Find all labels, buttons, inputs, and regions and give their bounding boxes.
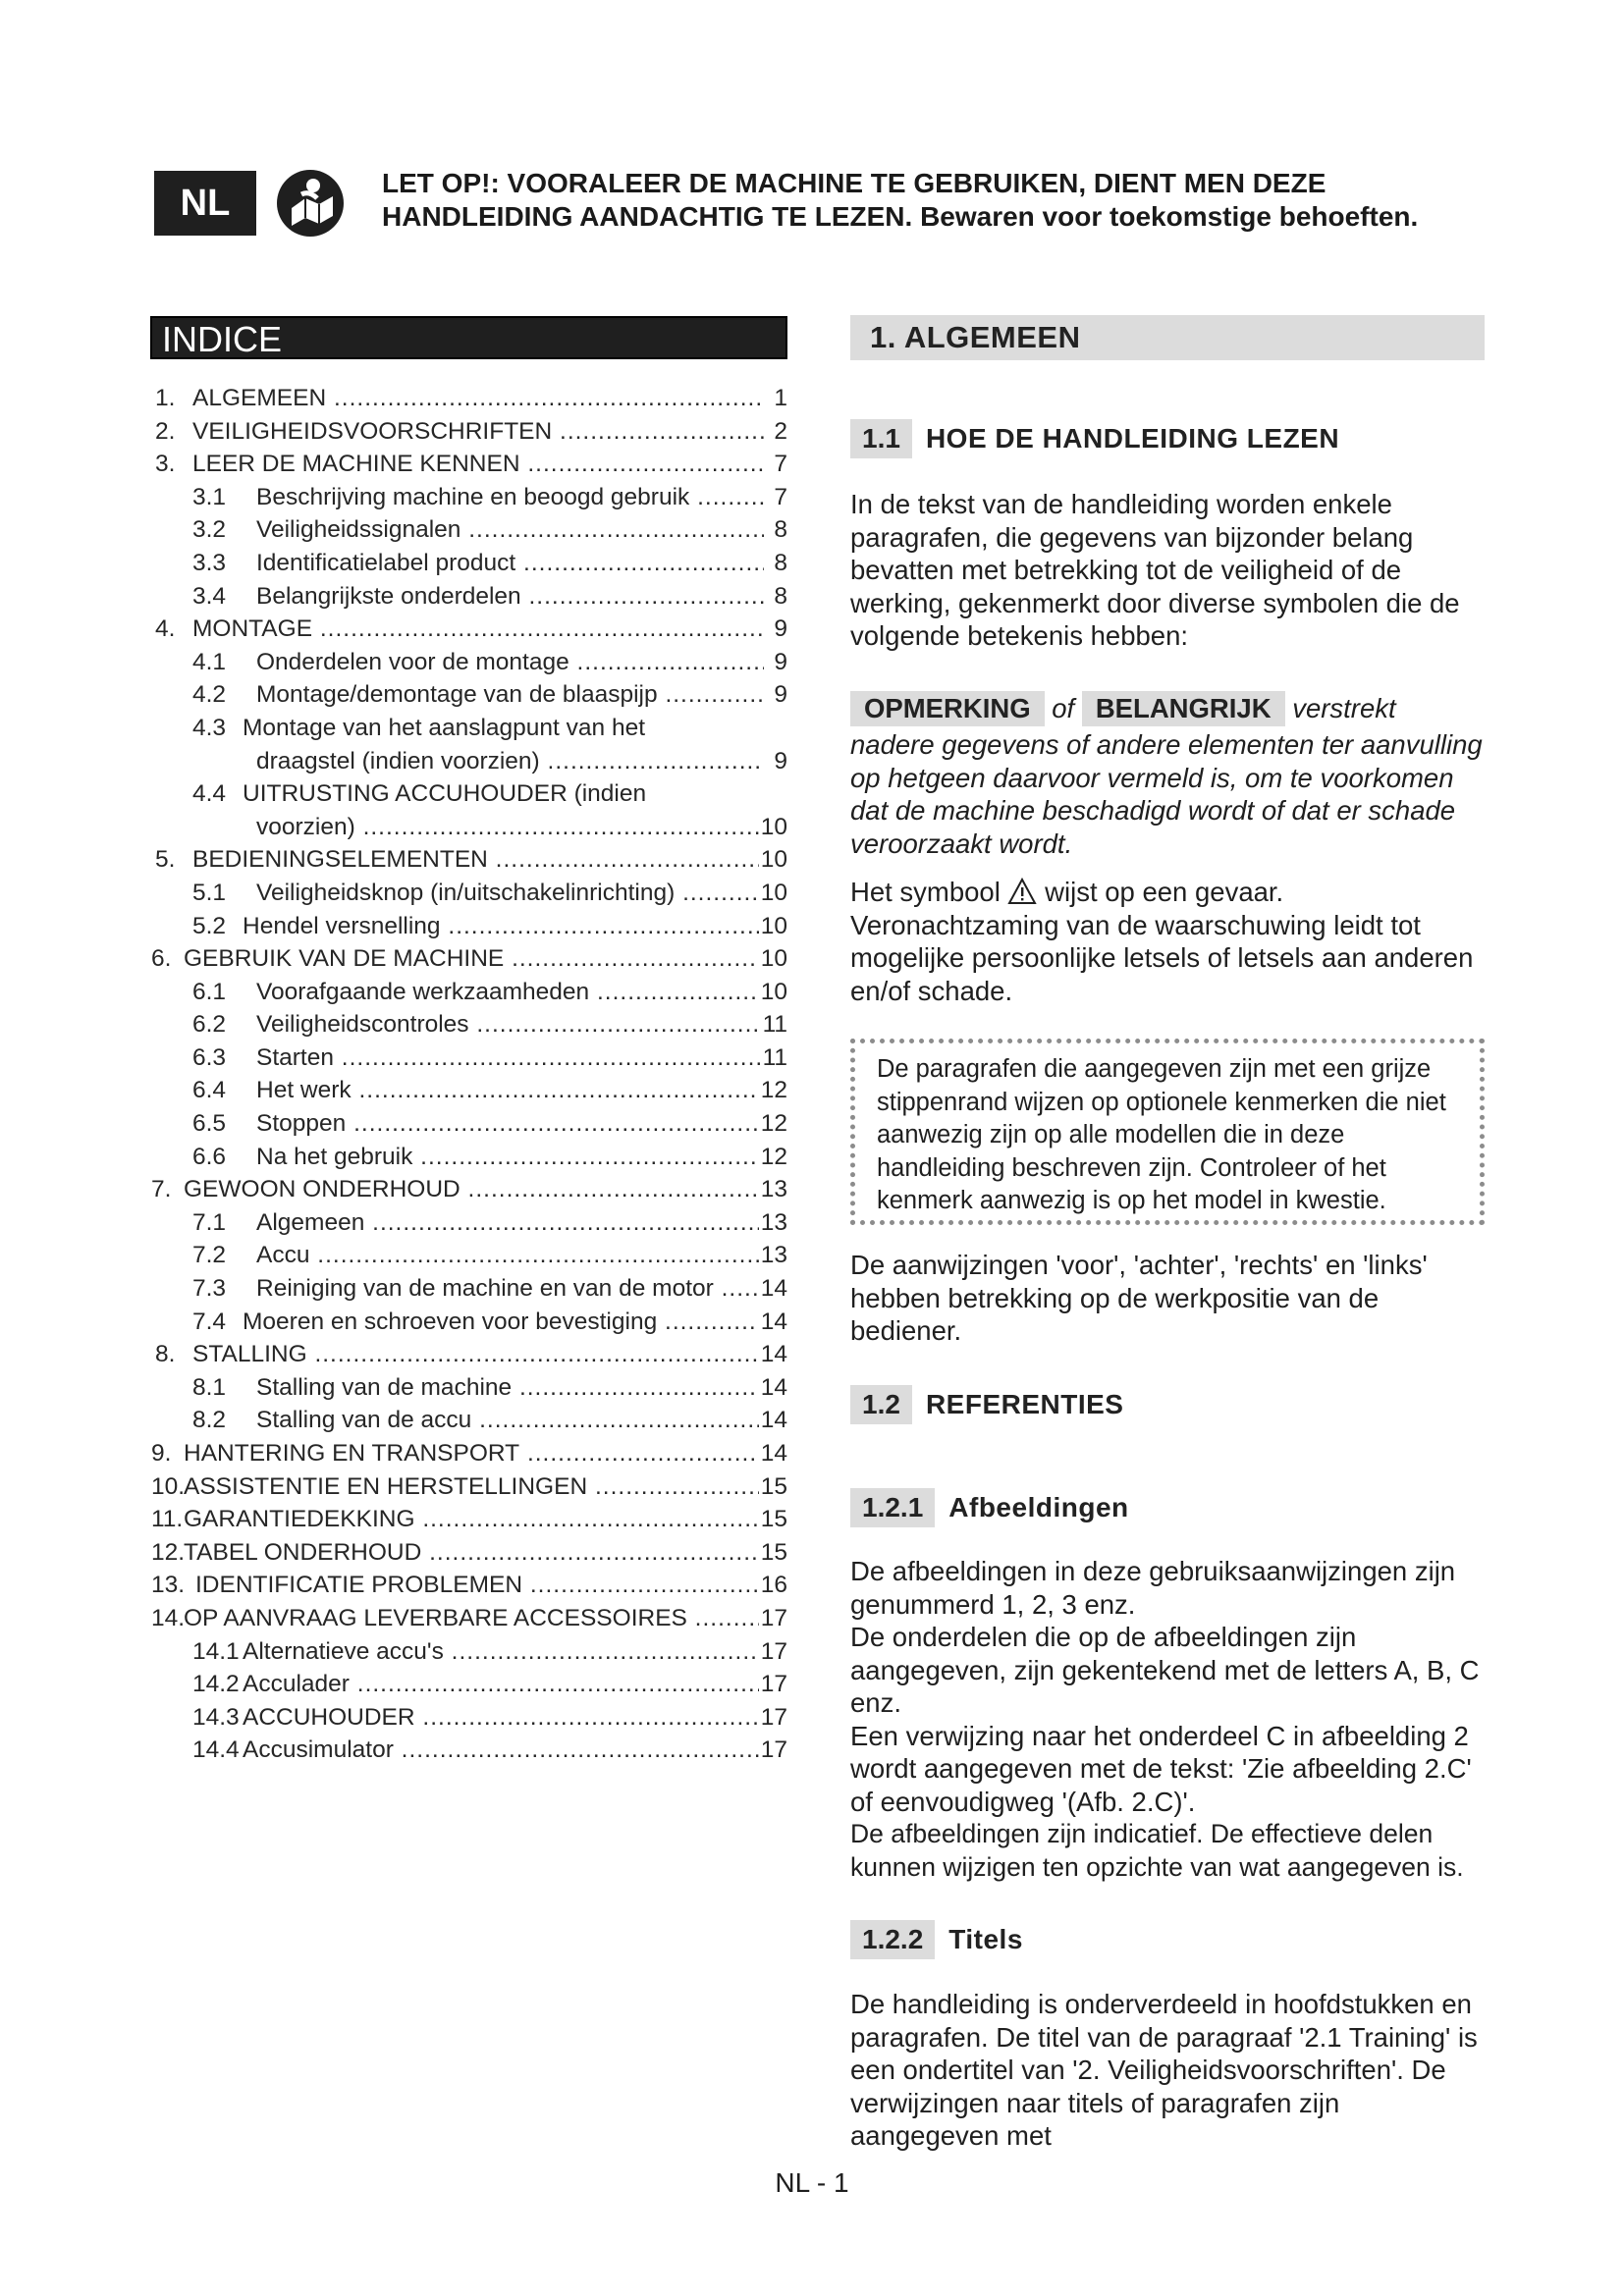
toc-entry-label: Identificatielabel product ..... <box>256 547 764 580</box>
toc-entry[interactable] <box>151 646 787 679</box>
warning-triangle-icon <box>1007 878 1037 905</box>
toc-entry-label: Accu ..... <box>256 1239 764 1272</box>
toc-entry-number: 14.1 <box>192 1637 240 1665</box>
toc-entry-number: 7.4 <box>192 1308 227 1335</box>
toc-entry-label: Acculader ..... <box>243 1668 764 1701</box>
toc-entry-label: Accusimulator ..... <box>243 1734 764 1767</box>
toc-entry-label: UITRUSTING ACCUHOUDER (indien <box>243 780 647 808</box>
toc-entry-page: 1 <box>772 382 787 415</box>
toc-entry-number: 3.4 <box>192 582 227 610</box>
toc-entry-page: 17 <box>759 1635 787 1669</box>
toc-entry-page: 17 <box>759 1668 787 1701</box>
toc-entry-number: 3.2 <box>192 516 227 544</box>
language-badge: NL <box>154 171 256 236</box>
toc-entry-number: 6.1 <box>192 978 227 1005</box>
toc-entry-page: 15 <box>759 1470 787 1504</box>
optional-features-box: De paragrafen die aangegeven zijn met een grijze stippenrand wijzen op optionele kenmerken die niet aanwezig zijn op alle modellen die in deze handleiding beschreven zijn. Controleer of het kenmerk aanwezig is op het model in kwestie. <box>850 1039 1485 1225</box>
toc-entry-label: GEWOON ONDERHOUD ..... <box>184 1173 764 1206</box>
toc-entry-page: 9 <box>772 646 787 679</box>
toc-entry-number: 7.1 <box>192 1208 227 1236</box>
subsection-1-2-2-text: De handleiding is onderverdeeld in hoofdstukken en paragrafen. De titel van de paragraaf '2.1 Training' is een ondertitel van '2. Veiligheidsvoorschriften'. De verwijzingen naar titels of paragrafen zijn aangegeven met <box>850 1989 1478 2151</box>
toc-entry-number: 9. <box>151 1440 172 1467</box>
toc-entry[interactable] <box>151 1470 787 1504</box>
toc-entry-label: draagstel (indien voorzien) ..... <box>256 745 764 778</box>
toc-entry-page: 15 <box>759 1503 787 1536</box>
toc-entry-label: Alternatieve accu's ..... <box>243 1635 764 1669</box>
toc-entry[interactable] <box>151 1635 787 1669</box>
toc-entry[interactable] <box>151 1602 787 1635</box>
toc-entry-label: GEBRUIK VAN DE MACHINE ..... <box>184 942 764 976</box>
toc-entry-label: Stalling van de machine ..... <box>256 1371 764 1405</box>
toc-entry[interactable] <box>151 547 787 580</box>
toc-entry-label: Na het gebruik ..... <box>256 1141 764 1174</box>
toc-entry-page: 10 <box>759 811 787 844</box>
subsection-1-2-title: REFERENTIES <box>925 1389 1124 1419</box>
symbol-text-pre: Het symbool <box>850 877 1001 907</box>
toc-entry-label: IDENTIFICATIE PROBLEMEN ..... <box>195 1569 764 1602</box>
toc-entry[interactable] <box>151 382 787 415</box>
toc-entry[interactable] <box>151 1338 787 1371</box>
toc-entry-page: 17 <box>759 1701 787 1735</box>
toc-entry-page: 11 <box>761 1041 787 1075</box>
toc-entry[interactable] <box>151 1272 787 1306</box>
toc-entry-number: 4. <box>155 615 176 643</box>
toc-entry[interactable] <box>151 877 787 910</box>
toc-entry[interactable] <box>151 580 787 614</box>
toc-entry[interactable] <box>151 712 787 745</box>
toc-entry-number: 6.4 <box>192 1077 227 1104</box>
toc-entry-page: 8 <box>772 580 787 614</box>
toc-entry[interactable] <box>151 613 787 646</box>
toc-entry-number: 6.3 <box>192 1043 227 1071</box>
index-title-bar <box>150 316 787 359</box>
toc-entry-label: Reiniging van de machine en van de motor ..... <box>256 1272 764 1306</box>
toc-entry-page: 14 <box>759 1404 787 1437</box>
toc-entry-number: 6.5 <box>192 1110 227 1138</box>
toc-entry-label: Veiligheidssignalen ..... <box>256 513 764 547</box>
toc-entry-number: 3.3 <box>192 549 227 576</box>
subsection-1-2-2-title: Titels <box>948 1924 1023 1954</box>
toc-entry-label: Beschrijving machine en beoogd gebruik ..... <box>256 481 764 514</box>
warning-header-line2: HANDLEIDING AANDACHTIG TE LEZEN. Bewaren voor toekomstige behoeften. <box>382 201 1419 232</box>
toc-entry[interactable] <box>151 843 787 877</box>
toc-entry-page: 14 <box>759 1272 787 1306</box>
toc-entry-number: 5.1 <box>192 879 227 906</box>
toc-entry-page: 10 <box>759 877 787 910</box>
toc-entry-label: Hendel versnelling ..... <box>243 910 764 943</box>
toc-entry[interactable] <box>151 1569 787 1602</box>
toc-entry-label: VEILIGHEIDSVOORSCHRIFTEN ..... <box>192 415 764 449</box>
section-title-bar <box>850 315 1485 360</box>
toc-entry[interactable] <box>151 1503 787 1536</box>
toc-entry-page: 13 <box>759 1239 787 1272</box>
toc-entry-page: 10 <box>759 910 787 943</box>
toc-entry-page: 16 <box>759 1569 787 1602</box>
toc-entry[interactable] <box>151 678 787 712</box>
toc-entry-number: 5. <box>155 846 176 874</box>
toc-entry-label: Montage/demontage van de blaaspijp ..... <box>256 678 764 712</box>
toc-entry[interactable] <box>151 1371 787 1405</box>
toc-entry-page: 9 <box>772 678 787 712</box>
toc-entry-page: 9 <box>772 745 787 778</box>
toc-entry-page: 11 <box>761 1008 787 1041</box>
directions-text: De aanwijzingen 'voor', 'achter', 'rechts' en 'links' hebben betrekking op de werkpositie van de bediener. <box>850 1250 1428 1346</box>
toc-entry-page: 12 <box>759 1074 787 1107</box>
toc-entry-number: 7.3 <box>192 1275 227 1303</box>
toc-entry-number: 10. <box>151 1472 186 1500</box>
toc-entry-page: 10 <box>759 942 787 976</box>
toc-entry-label: ACCUHOUDER ..... <box>243 1701 764 1735</box>
toc-entry-number: 11. <box>151 1506 184 1533</box>
subsection-1-2-1-text <box>850 1555 1489 1884</box>
toc-entry[interactable] <box>151 1536 787 1570</box>
note-of: of <box>1052 693 1075 723</box>
note-text: nadere gegevens of andere elementen ter aanvulling op hetgeen daarvoor vermeld is, om te voorkomen dat de machine beschadigd wordt of dat er schade veroorzaakt wordt. <box>850 729 1483 859</box>
subsection-1-1-text: In de tekst van de handleiding worden enkele paragrafen, die gegevens van bijzonder belang bevatten met betrekking tot de veiligheid of de werking, gekenmerkt door diverse symbolen die de volgende betekenis hebben: <box>850 489 1460 651</box>
toc-entry[interactable] <box>151 1206 787 1240</box>
toc-entry-page: 7 <box>772 448 787 481</box>
toc-entry-label: LEER DE MACHINE KENNEN ..... <box>192 448 764 481</box>
toc-entry-label: Stalling van de accu ..... <box>256 1404 764 1437</box>
toc-entry-label: STALLING ..... <box>192 1338 764 1371</box>
toc-entry-page: 8 <box>772 513 787 547</box>
toc-entry-page: 13 <box>759 1206 787 1240</box>
toc-entry-label: Veiligheidscontroles ..... <box>256 1008 764 1041</box>
toc-entry-number: 4.2 <box>192 681 227 709</box>
subsection-1-2-1-title: Afbeeldingen <box>948 1492 1129 1522</box>
toc-entry-page: 14 <box>759 1437 787 1470</box>
warning-header <box>382 167 1511 234</box>
toc-entry-number: 6.2 <box>192 1011 227 1039</box>
section-title: 1. ALGEMEEN <box>870 320 1081 354</box>
toc-entry-number: 8.2 <box>192 1407 227 1434</box>
toc-entry-number: 2. <box>155 417 176 445</box>
toc-entry-number: 14. <box>151 1604 186 1631</box>
index-title: INDICE <box>162 319 283 359</box>
toc-entry-number: 5.2 <box>192 912 227 939</box>
note-paragraph <box>850 689 1489 860</box>
subsection-1-2-1-heading <box>850 1488 1129 1527</box>
toc-entry-label: BEDIENINGSELEMENTEN ..... <box>192 843 764 877</box>
toc-entry-label: Voorafgaande werkzaamheden ..... <box>256 976 764 1009</box>
toc-entry-page: 14 <box>759 1371 787 1405</box>
toc-entry-label: voorzien) ..... <box>256 811 764 844</box>
subsection-1-2-1-number: 1.2.1 <box>850 1488 935 1527</box>
toc-entry-label: Het werk ..... <box>256 1074 764 1107</box>
toc-entry-number: 14.4 <box>192 1736 240 1764</box>
toc-entry-label: Montage van het aanslagpunt van het <box>243 714 646 741</box>
figures-text-2: De onderdelen die op de afbeeldingen zijn aangegeven, zijn gekentekend met de letters A, B, C enz. <box>850 1622 1480 1718</box>
toc-entry[interactable] <box>151 1173 787 1206</box>
subsection-1-1-number: 1.1 <box>850 419 912 458</box>
warning-header-line1: LET OP!: VOORALEER DE MACHINE TE GEBRUIKEN, DIENT MEN DEZE <box>382 168 1326 198</box>
toc-entry[interactable] <box>151 1668 787 1701</box>
note-verstrekt: verstrekt <box>1292 693 1396 723</box>
toc-entry[interactable] <box>151 777 787 811</box>
toc-entry-label: OP AANVRAAG LEVERBARE ACCESSOIRES ..... <box>184 1602 764 1635</box>
toc-entry[interactable] <box>151 1141 787 1174</box>
toc-entry-page: 14 <box>759 1306 787 1339</box>
subsection-1-2-number: 1.2 <box>850 1385 912 1424</box>
page-number: NL - 1 <box>775 2167 849 2198</box>
toc-entry-number: 7.2 <box>192 1242 227 1269</box>
toc-entry-page: 13 <box>759 1173 787 1206</box>
toc-entry[interactable] <box>151 1701 787 1735</box>
subsection-1-2-2-heading <box>850 1920 1023 1959</box>
toc-entry[interactable] <box>151 976 787 1009</box>
figures-text-1: De afbeeldingen in deze gebruiksaanwijzingen zijn genummerd 1, 2, 3 enz. <box>850 1556 1456 1620</box>
figures-text-3: Een verwijzing naar het onderdeel C in afbeelding 2 wordt aangegeven met de tekst: 'Zie afbeelding 2.C' of eenvoudigweg '(Afb. 2.C)'. <box>850 1720 1472 1817</box>
toc-entry-number: 14.2 <box>192 1671 240 1698</box>
toc-entry-number: 13. <box>151 1572 186 1599</box>
toc-entry-page: 8 <box>772 547 787 580</box>
toc-entry[interactable] <box>151 1239 787 1272</box>
toc-entry-number: 3.1 <box>192 483 227 510</box>
toc-entry-number: 8. <box>155 1341 176 1368</box>
subsection-1-2-2-number: 1.2.2 <box>850 1920 935 1959</box>
toc-entry[interactable] <box>151 415 787 449</box>
toc-entry-label: GARANTIEDEKKING ..... <box>184 1503 764 1536</box>
toc-entry[interactable] <box>151 811 787 844</box>
subsection-1-1-title: HOE DE HANDLEIDING LEZEN <box>925 423 1340 454</box>
toc-entry-number: 3. <box>155 451 176 478</box>
toc-entry-number: 1. <box>155 385 176 411</box>
toc-entry[interactable] <box>151 1306 787 1339</box>
read-manual-icon <box>276 169 345 238</box>
toc-entry-label: Algemeen ..... <box>256 1206 764 1240</box>
toc-entry-label: Onderdelen voor de montage ..... <box>256 646 764 679</box>
toc-entry-label: Belangrijkste onderdelen ..... <box>256 580 764 614</box>
toc-entry-number: 4.1 <box>192 648 227 675</box>
toc-entry[interactable] <box>151 1734 787 1767</box>
toc-entry[interactable] <box>151 942 787 976</box>
toc-entry-page: 10 <box>759 976 787 1009</box>
toc-entry-label: HANTERING EN TRANSPORT ..... <box>184 1437 764 1470</box>
symbol-paragraph <box>850 876 1489 1007</box>
toc-entry-number: 6.6 <box>192 1143 227 1170</box>
subsection-1-1-heading <box>850 419 1339 458</box>
toc-entry-number: 14.3 <box>192 1703 240 1731</box>
toc-entry-label: MONTAGE ..... <box>192 613 764 646</box>
toc-entry-label: Veiligheidsknop (in/uitschakelinrichting) ..... <box>256 877 764 910</box>
toc-entry[interactable] <box>151 1041 787 1075</box>
toc-entry[interactable] <box>151 1074 787 1107</box>
toc-entry-page: 2 <box>772 415 787 449</box>
toc-entry[interactable] <box>151 481 787 514</box>
toc-entry-page: 7 <box>772 481 787 514</box>
toc-entry-number: 4.3 <box>192 714 227 741</box>
toc-entry-page: 9 <box>772 613 787 646</box>
toc-entry-number: 6. <box>151 945 172 973</box>
toc-entry-number: 12. <box>151 1538 186 1566</box>
toc-entry-page: 17 <box>759 1734 787 1767</box>
toc-entry-page: 10 <box>759 843 787 877</box>
note-tag-belangrijk: BELANGRIJK <box>1082 691 1285 726</box>
toc-entry-label: Stoppen ..... <box>256 1107 764 1141</box>
subsection-1-2-heading <box>850 1385 1123 1424</box>
toc-entry[interactable] <box>151 448 787 481</box>
toc-entry-label: Starten ..... <box>256 1041 764 1075</box>
note-tag-opmerking: OPMERKING <box>850 691 1045 726</box>
toc-entry[interactable] <box>151 745 787 778</box>
toc-entry-number: 8.1 <box>192 1373 227 1401</box>
toc-entry[interactable] <box>151 910 787 943</box>
toc-entry-page: 14 <box>759 1338 787 1371</box>
toc-entry-label: Moeren en schroeven voor bevestiging ..... <box>243 1306 764 1339</box>
figures-text-4: De afbeeldingen zijn indicatief. De effectieve delen kunnen wijzigen ten opzichte van wat aangegeven is. <box>850 1819 1464 1882</box>
symbol-text-post: wijst op een gevaar. Veronachtzaming van de waarschuwing leidt tot mogelijke persoonlijke letsels of letsels aan anderen en/of schade. <box>850 877 1474 1006</box>
toc-entry[interactable] <box>151 1404 787 1437</box>
toc-entry-label: ALGEMEEN ..... <box>192 382 764 415</box>
toc-entry-page: 12 <box>759 1141 787 1174</box>
toc-entry-page: 15 <box>759 1536 787 1570</box>
toc-entry-number: 7. <box>151 1176 172 1203</box>
toc-entry-number: 4.4 <box>192 780 227 808</box>
table-of-contents <box>151 382 787 1767</box>
toc-entry[interactable] <box>151 1437 787 1470</box>
toc-entry[interactable] <box>151 1107 787 1141</box>
toc-entry[interactable] <box>151 513 787 547</box>
toc-entry-page: 12 <box>759 1107 787 1141</box>
toc-entry-page: 17 <box>759 1602 787 1635</box>
toc-entry[interactable] <box>151 1008 787 1041</box>
toc-entry-label: ASSISTENTIE EN HERSTELLINGEN ..... <box>184 1470 764 1504</box>
toc-entry-label: TABEL ONDERHOUD ..... <box>184 1536 764 1570</box>
